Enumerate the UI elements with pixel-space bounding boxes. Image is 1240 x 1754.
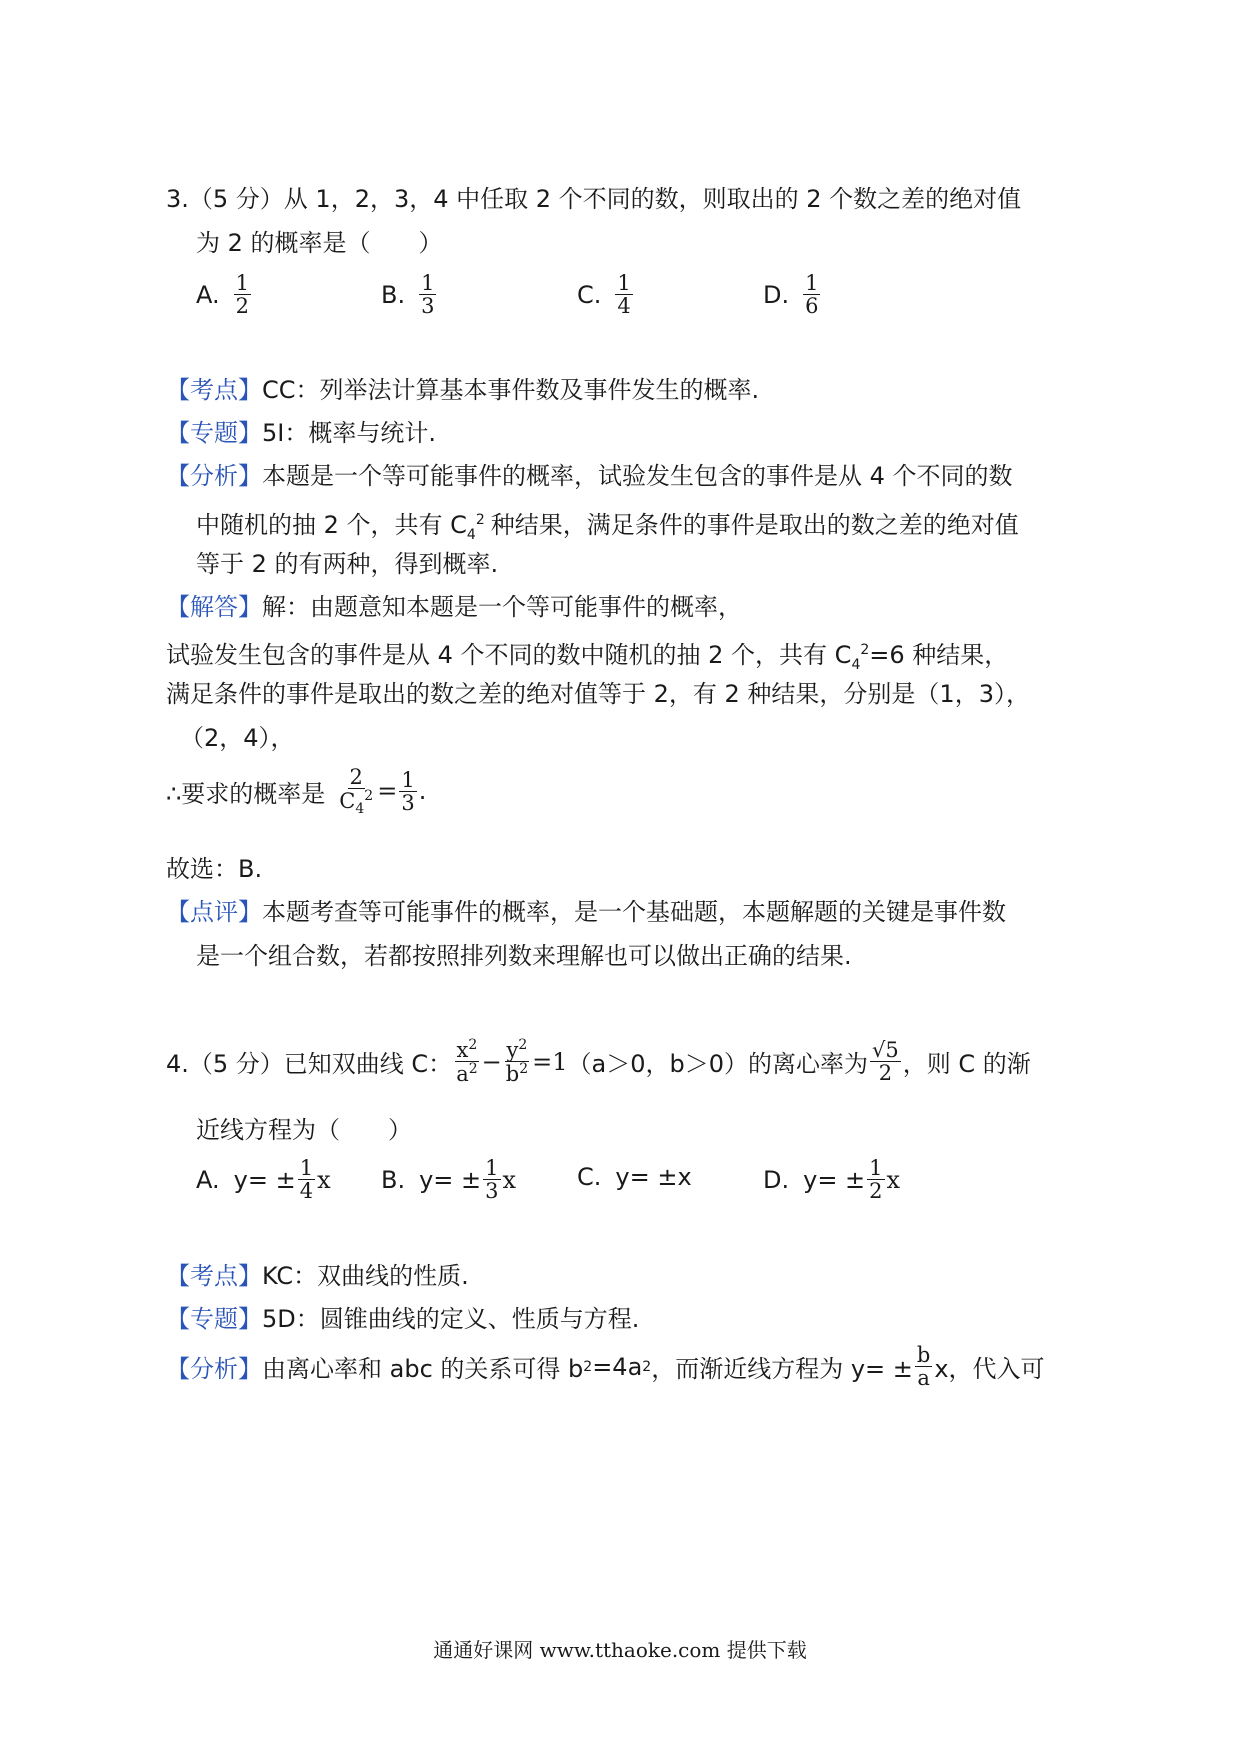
zhuanti-text: 5D：圆锥曲线的定义、性质与方程.	[262, 1305, 640, 1333]
superscript: 2	[860, 642, 870, 658]
fraction-numerator: 1	[805, 271, 819, 295]
zhuanti-tag: 【专题】	[166, 1305, 262, 1333]
c-symbol: C	[339, 789, 356, 814]
zhuanti-tag: 【专题】	[166, 419, 262, 447]
q4-option-c	[577, 1163, 692, 1191]
option-fraction	[234, 272, 251, 317]
option-post: x	[502, 1165, 517, 1194]
fraction-numerator: 2	[349, 765, 363, 789]
fraction-denominator: 3	[401, 790, 415, 815]
page-footer: 通通好课网 www.tthaoke.com 提供下载	[433, 1638, 807, 1662]
q3-option-a	[196, 272, 253, 317]
fraction-numerator: 1	[299, 1156, 314, 1180]
q4-stem-line1	[166, 1038, 1031, 1085]
x-var: x	[456, 1038, 469, 1062]
fraction-denominator: 6	[805, 294, 819, 319]
option-fraction	[867, 1157, 884, 1202]
q3-dianping-line2: 是一个组合数，若都按照排列数来理解也可以做出正确的结果.	[196, 942, 852, 970]
q3-stem-line2: 为 2 的概率是（ ）	[196, 229, 443, 257]
q4-stem-line2: 近线方程为（ ）	[196, 1116, 412, 1144]
option-label: C.	[577, 280, 602, 309]
stem-text: 4.（5 分）已知双曲线 C：	[166, 1050, 453, 1079]
fenxi-text: 由离心率和 abc 的关系可得 b	[262, 1355, 584, 1384]
fraction-numerator: √5	[872, 1038, 899, 1062]
option-pre: y= ±	[803, 1165, 866, 1194]
q4-option-a	[196, 1157, 331, 1202]
y2-over-b2	[504, 1038, 530, 1085]
fraction-numerator: 1	[235, 271, 249, 295]
stem-text: （a＞0，b＞0）的离心率为	[567, 1050, 868, 1079]
zhuanti-text: 5I：概率与统计.	[262, 419, 436, 447]
fraction-denominator	[504, 1062, 530, 1085]
b-over-a-fraction	[915, 1344, 932, 1389]
q3-jieda-line5	[166, 766, 426, 817]
kaodian-text: CC：列举法计算基本事件数及事件发生的概率.	[262, 376, 760, 404]
option-post: x	[886, 1165, 901, 1194]
fraction-numerator: 1	[485, 1156, 499, 1180]
fraction-numerator: b	[916, 1343, 931, 1367]
q3-option-d	[763, 272, 822, 317]
a-var: a	[456, 1062, 469, 1087]
subscript: 4	[851, 656, 861, 673]
q4-option-b	[381, 1157, 516, 1202]
stem-text: ，则 C 的渐	[902, 1050, 1031, 1079]
q3-option-b	[381, 272, 438, 317]
option-label: A.	[196, 280, 220, 309]
superscript: 2	[468, 1037, 478, 1053]
probability-fraction	[337, 766, 375, 817]
q3-stem-line1: 3.（5 分）从 1，2，3，4 中任取 2 个不同的数，则取出的 2 个数之差的绝对值	[166, 185, 1022, 213]
fraction-denominator	[337, 789, 375, 817]
q4-kaodian	[166, 1258, 469, 1294]
q4-option-d	[763, 1157, 900, 1202]
superscript: 2	[475, 512, 485, 528]
option-label: D.	[763, 1165, 790, 1194]
equals-one: =1	[532, 1047, 568, 1076]
fraction-denominator: 2	[235, 294, 249, 319]
fraction-denominator: 3	[421, 294, 435, 319]
fenxi-text: x，代入可	[934, 1355, 1045, 1384]
option-label: B.	[381, 280, 406, 309]
fraction-denominator: 2	[869, 1179, 883, 1204]
option-fraction	[615, 272, 632, 317]
superscript: 2	[583, 1358, 593, 1375]
minus-sign: −	[481, 1047, 502, 1076]
b-var: b	[505, 1062, 520, 1087]
option-pre: y= ±	[419, 1165, 482, 1194]
option-fraction	[803, 272, 820, 317]
jieda-tag: 【解答】	[166, 593, 262, 621]
q4-zhuanti	[166, 1301, 639, 1337]
option-post: x	[317, 1165, 331, 1194]
dianping-text: 本题考查等可能事件的概率，是一个基础题，本题解题的关键是事件数	[262, 898, 1006, 926]
q3-jieda-line1	[166, 589, 742, 625]
subscript: 4	[466, 526, 476, 543]
fenxi-tag: 【分析】	[166, 1355, 262, 1384]
fenxi-text: 中随机的抽 2 个，共有 C	[196, 511, 467, 539]
fraction-numerator: 1	[869, 1156, 883, 1180]
period: .	[418, 777, 427, 806]
fenxi-text: 种结果，满足条件的事件是取出的数之差的绝对值	[490, 511, 1019, 539]
q3-zhuanti	[166, 415, 436, 451]
fraction-numerator: 1	[421, 271, 435, 295]
eccentricity-fraction	[870, 1039, 901, 1084]
kaodian-tag: 【考点】	[166, 1262, 262, 1290]
q4-fenxi	[166, 1344, 1045, 1389]
fenxi-tag: 【分析】	[166, 462, 262, 490]
superscript: 2	[519, 1061, 529, 1078]
q3-jieda-line3: 满足条件的事件是取出的数之差的绝对值等于 2，有 2 种结果，分别是（1，3），	[166, 680, 1030, 708]
q3-jieda-line4: （2，4），	[180, 724, 295, 752]
fenxi-text: 本题是一个等可能事件的概率，试验发生包含的事件是从 4 个不同的数	[262, 462, 1013, 490]
fraction-denominator: 4	[299, 1179, 314, 1204]
fraction-denominator: 4	[617, 294, 631, 319]
fenxi-text: ，而渐近线方程为 y= ±	[651, 1355, 913, 1384]
q3-option-c	[577, 272, 635, 317]
x2-over-a2	[454, 1038, 479, 1085]
fraction-denominator: 2	[878, 1061, 893, 1086]
fraction-numerator: 1	[401, 767, 415, 792]
result-fraction	[399, 769, 416, 814]
jieda-text: ∴要求的概率是	[166, 779, 326, 808]
option-label: D.	[763, 280, 790, 309]
fraction-numerator	[455, 1038, 480, 1062]
fraction-numerator	[505, 1038, 530, 1062]
option-fraction	[483, 1157, 500, 1202]
equals-sign: =	[377, 777, 398, 806]
jieda-text: 试验发生包含的事件是从 4 个不同的数中随机的抽 2 个，共有 C	[166, 641, 852, 669]
jieda-text: =6 种结果，	[869, 641, 1009, 669]
q3-kaodian	[166, 372, 759, 408]
option-pre: y= ±	[233, 1165, 296, 1194]
fraction-denominator: 3	[485, 1179, 499, 1204]
superscript: 2	[468, 1061, 478, 1078]
subscript: 4	[355, 801, 365, 818]
kaodian-tag: 【考点】	[166, 376, 262, 404]
superscript: 2	[518, 1037, 528, 1053]
option-fraction	[419, 272, 436, 317]
jieda-text: 解：由题意知本题是一个等可能事件的概率，	[262, 593, 742, 621]
q3-fenxi-line3: 等于 2 的有两种，得到概率.	[196, 550, 499, 578]
option-label: C.	[577, 1163, 602, 1191]
option-pre: y= ±x	[615, 1163, 692, 1191]
fenxi-text: =4a	[592, 1352, 643, 1381]
option-label: A.	[196, 1165, 220, 1194]
superscript: 2	[364, 788, 374, 805]
q3-fenxi-line1	[166, 458, 1013, 494]
fraction-denominator	[454, 1062, 479, 1085]
fraction-denominator: a	[917, 1366, 930, 1391]
y-var: y	[506, 1038, 519, 1062]
q3-answer: 故选：B.	[166, 855, 263, 883]
superscript: 2	[642, 1358, 652, 1375]
q3-dianping-line1	[166, 894, 1006, 930]
option-label: B.	[381, 1165, 406, 1194]
fraction-numerator: 1	[617, 271, 631, 295]
dianping-tag: 【点评】	[166, 898, 262, 926]
option-fraction	[298, 1157, 315, 1202]
kaodian-text: KC：双曲线的性质.	[262, 1262, 469, 1290]
